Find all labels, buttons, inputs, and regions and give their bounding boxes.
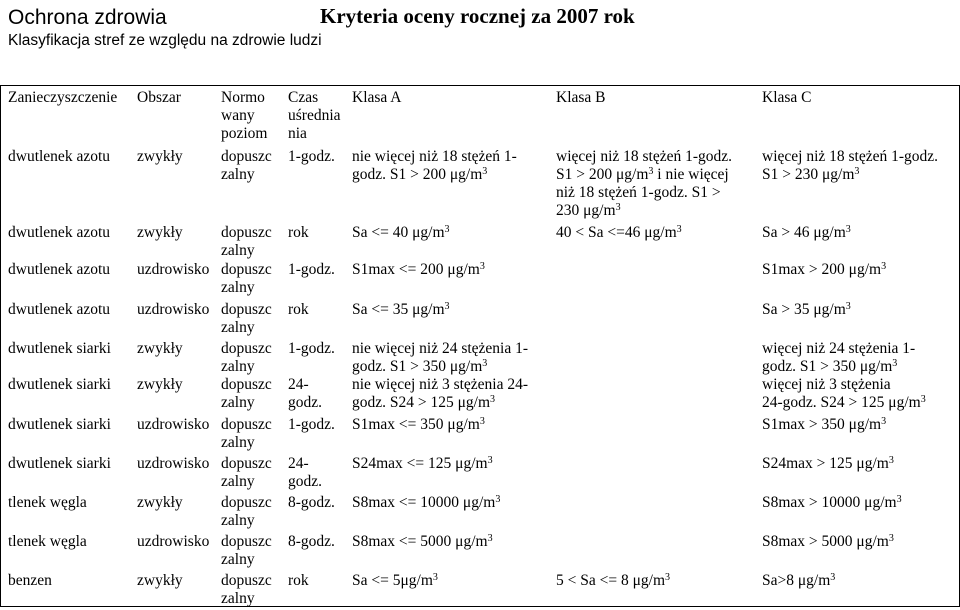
col-header-pollutant: Zanieczyszczenie: [8, 89, 118, 106]
col-header-time: Czas uśrednia nia: [288, 89, 341, 142]
superscript: 3: [479, 261, 485, 272]
superscript: 3: [845, 301, 851, 312]
cell-pollutant: dwutlenek azotu: [8, 224, 111, 241]
cell-class-c: Sa > 35 $\mu g/m^3$: [762, 301, 851, 318]
superscript: 3: [615, 202, 621, 213]
cell-class-c: Sa>8 $\mu g/m^3$: [762, 572, 836, 589]
col-header-class-a: Klasa A: [352, 89, 402, 106]
cell-norm: dopuszc zalny: [221, 261, 272, 296]
cell-class-a: nie więcej niż 3 stężenia 24- godz. S24 > 125 $\mu g/m^3$: [352, 376, 529, 411]
superscript: 3: [896, 494, 902, 505]
cell-class-c: więcej niż 18 stężeń 1-godz. S1 > 230 $\mu g/m^3$: [762, 148, 939, 183]
superscript: 3: [479, 416, 485, 427]
cell-norm: dopuszc zalny: [221, 148, 272, 183]
cell-class-a: S24max <= 125 $\mu g/m^3$: [352, 455, 493, 472]
cell-class-c: S8max > 5000 $\mu g/m^3$: [762, 533, 894, 550]
cell-class-a: S1max <= 350 $\mu g/m^3$: [352, 416, 485, 433]
superscript: 3: [920, 394, 926, 405]
superscript: 3: [482, 166, 488, 177]
cell-time: 8-godz.: [288, 533, 335, 550]
cell-norm: dopuszc zalny: [221, 416, 272, 451]
cell-pollutant: dwutlenek siarki: [8, 340, 111, 357]
col-header-area: Obszar: [137, 89, 181, 106]
cell-pollutant: dwutlenek azotu: [8, 148, 111, 165]
superscript: 3: [854, 166, 860, 177]
cell-class-a: S1max <= 200 $\mu g/m^3$: [352, 261, 485, 278]
page-title: Ochrona zdrowia: [8, 6, 167, 29]
cell-norm: dopuszc zalny: [221, 455, 272, 490]
superscript: 3: [830, 572, 836, 583]
cell-norm: dopuszc zalny: [221, 340, 272, 375]
superscript: 3: [482, 358, 488, 369]
cell-area: zwykły: [137, 224, 183, 241]
cell-time: 1-godz.: [288, 261, 335, 278]
cell-class-c: więcej niż 3 stężenia 24-godz. S24 > 125 $\mu g/m^3$: [762, 376, 926, 411]
cell-area: uzdrowisko: [137, 416, 210, 433]
superscript: 3: [444, 224, 450, 235]
cell-norm: dopuszc zalny: [221, 533, 272, 568]
col-header-class-c: Klasa C: [762, 89, 812, 106]
superscript: 3: [665, 572, 671, 583]
cell-time: 1-godz.: [288, 340, 335, 357]
superscript: 3: [676, 224, 682, 235]
superscript: 3: [495, 494, 501, 505]
cell-class-a: nie więcej niż 18 stężeń 1- godz. S1 > 200 $\mu g/m^3$: [352, 148, 517, 183]
col-header-norm: Normo wany poziom: [221, 89, 268, 142]
superscript: 3: [888, 455, 894, 466]
cell-class-c: S1max > 350 $\mu g/m^3$: [762, 416, 887, 433]
cell-time: rok: [288, 572, 309, 589]
cell-class-a: nie więcej niż 24 stężenia 1- godz. S1 > 350 $\mu g/m^3$: [352, 340, 529, 375]
cell-area: zwykły: [137, 572, 183, 589]
cell-area: zwykły: [137, 148, 183, 165]
cell-norm: dopuszc zalny: [221, 494, 272, 529]
cell-time: 1-godz.: [288, 416, 335, 433]
cell-area: zwykły: [137, 376, 183, 393]
cell-area: zwykły: [137, 340, 183, 357]
page-subtitle: Klasyfikacja stref ze względu na zdrowie ludzi: [8, 32, 322, 49]
cell-pollutant: dwutlenek azotu: [8, 301, 111, 318]
superscript: 3: [432, 572, 438, 583]
cell-time: 24- godz.: [288, 455, 323, 490]
cell-pollutant: dwutlenek siarki: [8, 376, 111, 393]
col-header-class-b: Klasa B: [556, 89, 606, 106]
superscript: 3: [648, 166, 654, 177]
cell-area: uzdrowisko: [137, 533, 210, 550]
cell-pollutant: dwutlenek siarki: [8, 416, 111, 433]
cell-time: 1-godz.: [288, 148, 335, 165]
superscript: 3: [845, 224, 851, 235]
superscript: 3: [892, 358, 898, 369]
cell-class-a: S8max <= 10000 $\mu g/m^3$: [352, 494, 501, 511]
cell-area: zwykły: [137, 494, 183, 511]
superscript: 3: [490, 394, 496, 405]
cell-class-c: S8max > 10000 $\mu g/m^3$: [762, 494, 902, 511]
superscript: 3: [487, 533, 493, 544]
cell-time: 8-godz.: [288, 494, 335, 511]
superscript: 3: [487, 455, 493, 466]
cell-norm: dopuszc zalny: [221, 572, 272, 607]
cell-class-a: Sa <= 35 $\mu g/m^3$: [352, 301, 450, 318]
cell-class-c: więcej niż 24 stężenia 1- godz. S1 > 350 $\mu g/m^3$: [762, 340, 916, 375]
criteria-title: Kryteria oceny rocznej za 2007 rok: [320, 4, 635, 28]
cell-norm: dopuszc zalny: [221, 376, 272, 411]
superscript: 3: [881, 261, 887, 272]
cell-area: uzdrowisko: [137, 455, 210, 472]
cell-pollutant: tlenek węgla: [8, 533, 87, 550]
cell-class-b: 5 < Sa <= 8 $\mu g/m^3$: [556, 572, 671, 589]
cell-time: 24- godz.: [288, 376, 323, 411]
cell-pollutant: dwutlenek siarki: [8, 455, 111, 472]
cell-norm: dopuszc zalny: [221, 301, 272, 336]
classification-table: [0, 85, 960, 607]
superscript: 3: [881, 416, 887, 427]
cell-area: uzdrowisko: [137, 261, 210, 278]
cell-pollutant: dwutlenek azotu: [8, 261, 111, 278]
cell-class-a: $Sa <= 5\mu g/m^3$: [352, 572, 438, 589]
cell-class-c: Sa > 46 $\mu g/m^3$: [762, 224, 851, 241]
cell-pollutant: benzen: [8, 572, 52, 589]
cell-class-a: Sa <= 40 $\mu g/m^3$: [352, 224, 450, 241]
cell-class-a: S8max <= 5000 $\mu g/m^3$: [352, 533, 493, 550]
cell-time: rok: [288, 301, 309, 318]
cell-class-c: S24max > 125 $\mu g/m^3$: [762, 455, 894, 472]
cell-time: rok: [288, 224, 309, 241]
superscript: 3: [444, 301, 450, 312]
cell-pollutant: tlenek węgla: [8, 494, 87, 511]
cell-area: uzdrowisko: [137, 301, 210, 318]
cell-class-b: 40 < Sa <=46 $\mu g/m^3$: [556, 224, 682, 241]
cell-class-c: S1max > 200 $\mu g/m^3$: [762, 261, 887, 278]
cell-class-b: więcej niż 18 stężeń 1-godz. S1 > 200 $\mu g/m^3$ i nie więcej niż 18 stężeń 1-godz. S1 > 230 $\mu g/m^3$: [556, 148, 733, 219]
cell-norm: dopuszc zalny: [221, 224, 272, 259]
superscript: 3: [888, 533, 894, 544]
